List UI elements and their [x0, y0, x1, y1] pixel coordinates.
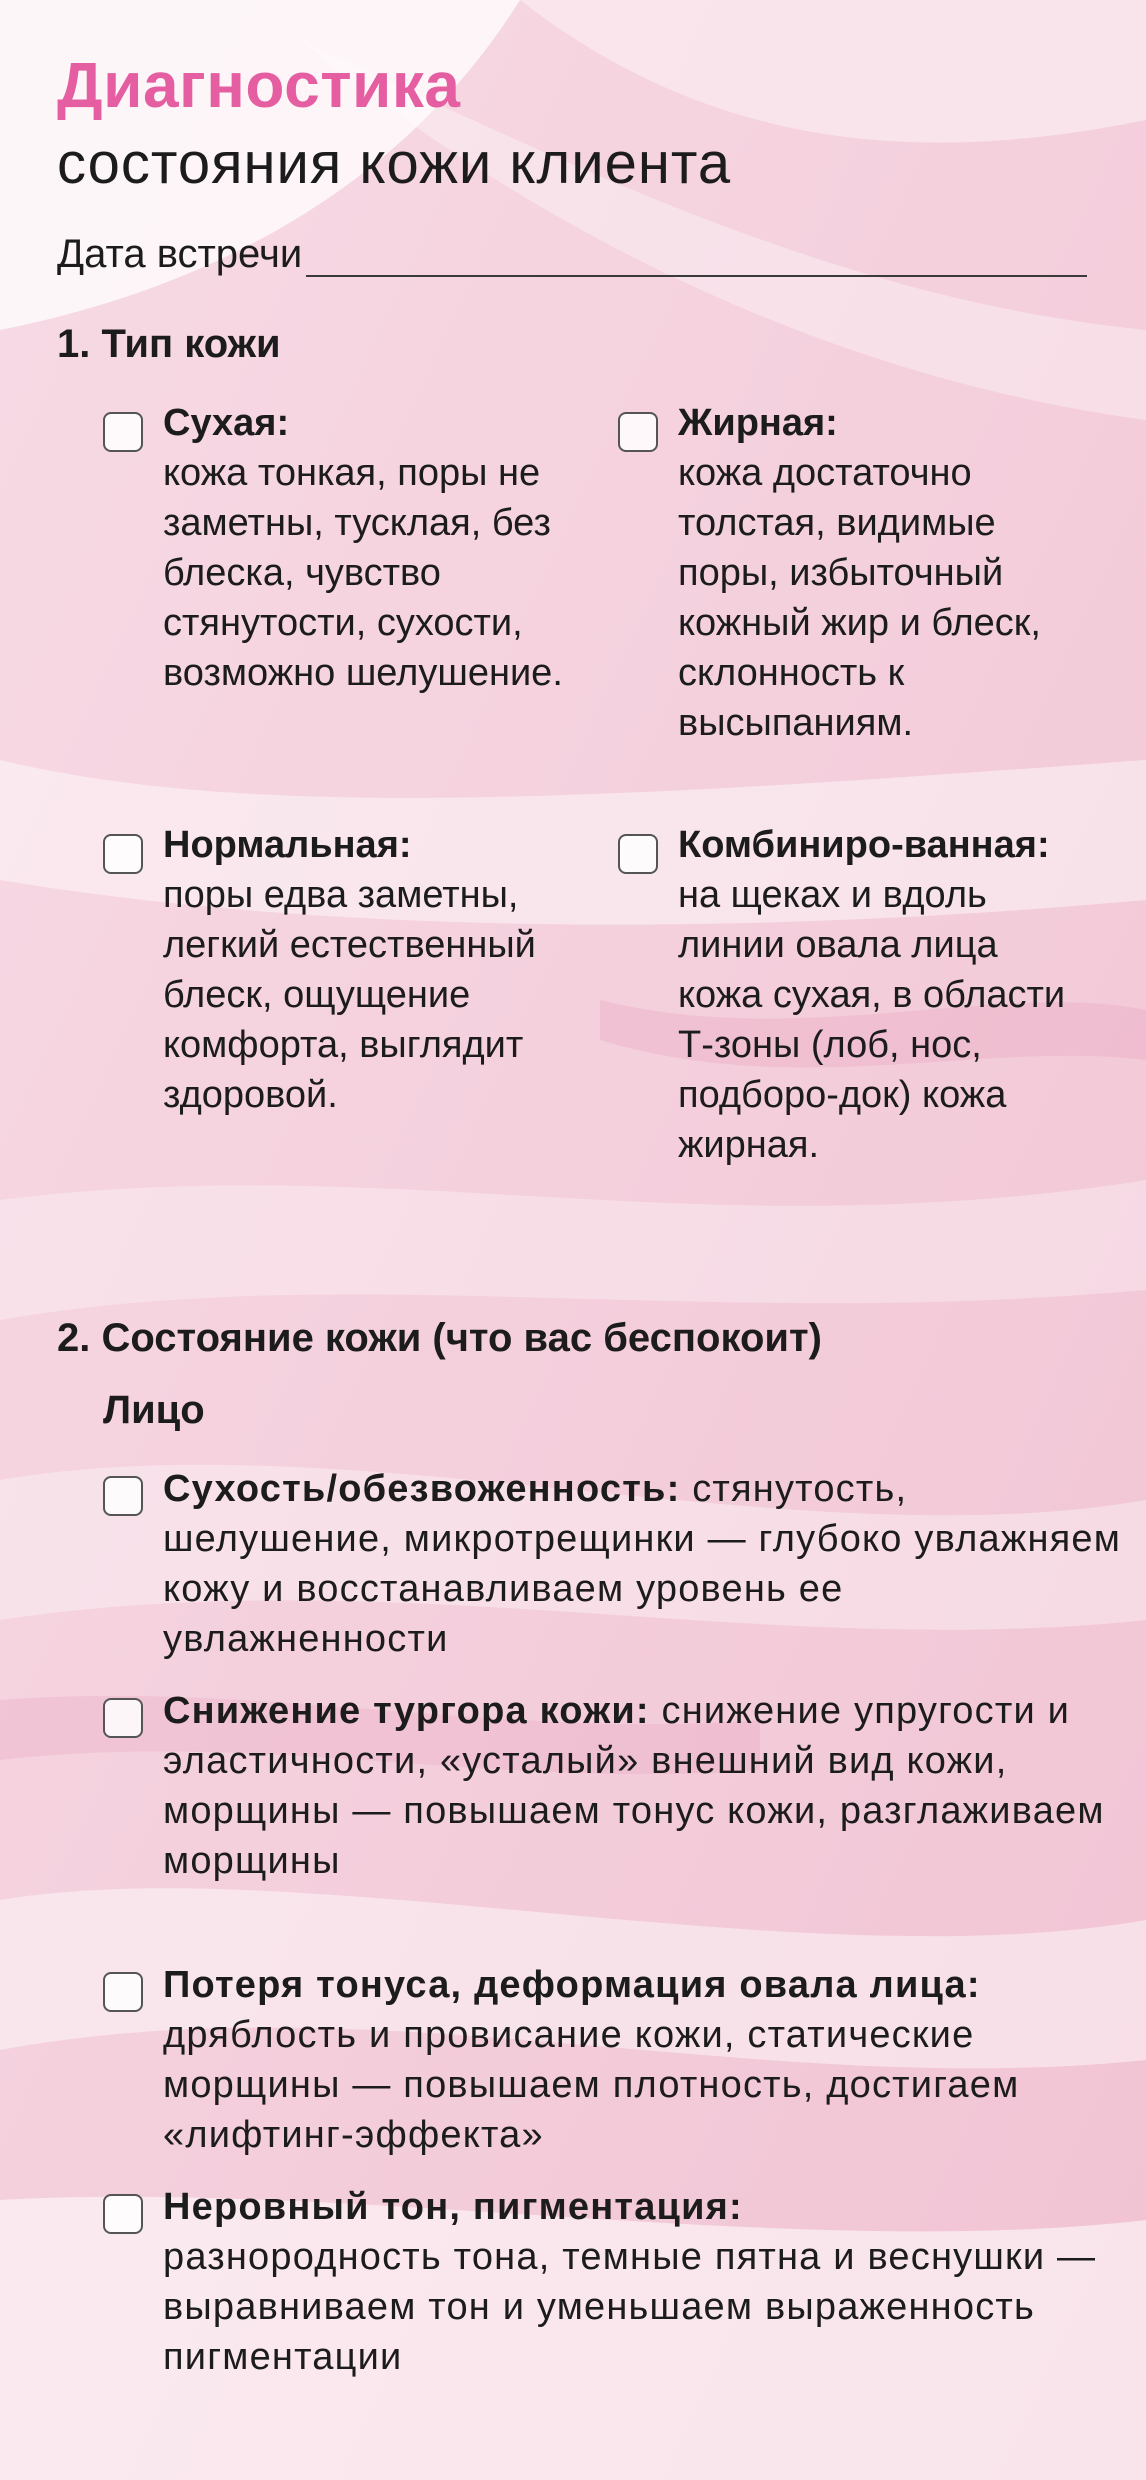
condition-turgor-desc: снижение упругости и эластичности, «усталый» внешний вид кожи, морщины — повышаем тонус кожи, разглаживаем морщины [163, 1690, 1105, 1882]
condition-turgor-label: Снижение тургора кожи: [163, 1690, 650, 1732]
skin-type-dry-checkbox[interactable] [103, 412, 143, 452]
skin-type-normal-label: Нормальная: [163, 824, 412, 866]
skin-type-normal-desc: поры едва заметны, легкий естественный блеск, ощущение комфорта, выглядит здоровой. [163, 874, 536, 1116]
skin-type-normal-checkbox[interactable] [103, 834, 143, 874]
condition-pigmentation-label: Неровный тон, пигментация: [163, 2186, 743, 2228]
section-skin-condition-heading: 2. Состояние кожи (что вас беспокоит) [57, 1316, 822, 1360]
condition-dryness-desc: стянутость, шелушение, микротрещинки — глубоко увлажняем кожу и восстанавливаем уровень ее увлажненности [163, 1468, 1122, 1660]
skin-type-combination-label: Комбиниро-ванная: [678, 824, 1050, 866]
condition-dryness-checkbox[interactable] [103, 1476, 143, 1516]
condition-tone-loss-checkbox[interactable] [103, 1972, 143, 2012]
condition-tone-loss-label: Потеря тонуса, деформация овала лица: [163, 1964, 981, 2006]
skin-type-oily-checkbox[interactable] [618, 412, 658, 452]
skin-type-combination-desc: на щеках и вдоль линии овала лица кожа сухая, в области Т-зоны (лоб, нос, подборо-док) кожа жирная. [678, 874, 1066, 1166]
skin-type-oily-desc: кожа достаточно толстая, видимые поры, избыточный кожный жир и блеск, склонность к высыпаниям. [678, 452, 1041, 744]
skin-type-dry-desc: кожа тонкая, поры не заметны, тусклая, без блеска, чувство стянутости, сухости, возможно шелушение. [163, 452, 563, 694]
condition-pigmentation-desc: разнородность тона, темные пятна и веснушки — выравниваем тон и уменьшаем выраженность пигментации [163, 2236, 1097, 2378]
condition-turgor-checkbox[interactable] [103, 1698, 143, 1738]
skin-type-combination-checkbox[interactable] [618, 834, 658, 874]
skin-type-oily-label: Жирная: [678, 402, 838, 444]
condition-pigmentation-checkbox[interactable] [103, 2194, 143, 2234]
section-skin-type-heading: 1. Тип кожи [57, 322, 281, 366]
meeting-date-label: Дата встречи [57, 232, 303, 276]
condition-tone-loss-desc: дряблость и провисание кожи, статические морщины — повышаем плотность, достигаем «лифтинг-эффекта» [163, 2014, 1020, 2156]
condition-dryness-label: Сухость/обезвоженность: [163, 1468, 681, 1510]
meeting-date-line[interactable] [306, 235, 1087, 277]
page-subtitle: состояния кожи клиента [57, 131, 732, 196]
meeting-date-field[interactable] [57, 232, 1087, 277]
page-title: Диагностика [57, 49, 461, 121]
skin-type-dry-label: Сухая: [163, 402, 290, 444]
face-subheading: Лицо [103, 1388, 205, 1432]
